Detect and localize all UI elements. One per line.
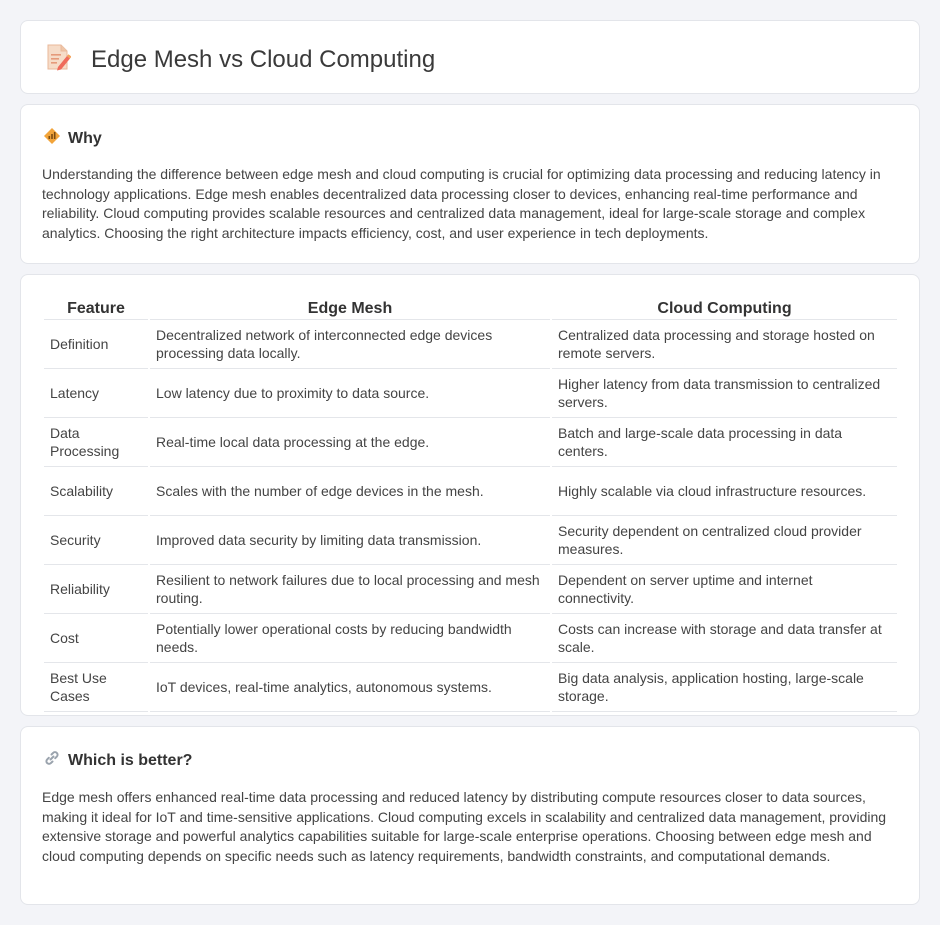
edge-mesh-cell: Real-time local data processing at the edge. <box>150 418 550 467</box>
table-row <box>44 467 897 516</box>
edge-mesh-cell: Resilient to network failures due to local processing and mesh routing. <box>150 565 550 614</box>
table-row <box>44 663 897 712</box>
better-heading: Which is better? <box>68 751 193 769</box>
comparison-card <box>20 274 920 716</box>
table-row <box>44 614 897 663</box>
edge-mesh-cell: Scales with the number of edge devices in the mesh. <box>150 467 550 516</box>
better-heading-row <box>43 749 192 772</box>
feature-cell: Scalability <box>44 467 148 516</box>
feature-cell: Data Processing <box>44 418 148 467</box>
table-row <box>44 565 897 614</box>
better-paragraph: Edge mesh offers enhanced real-time data processing and reduced latency by distributing compute resources closer to data sources, making it ideal for IoT and time-sensitive applications. Cloud computing excels in scalability and centralized data management, providing extensive storage and powerful analytics capabilities suitable for large-scale enterprise operations. Choosing between edge mesh and cloud computing depends on specific needs such as latency requirements, bandwidth constraints, and computational demands. <box>42 789 887 864</box>
header-cloud-computing: Cloud Computing <box>552 296 897 320</box>
feature-cell: Definition <box>44 320 148 369</box>
cloud-cell: Big data analysis, application hosting, large-scale storage. <box>552 663 897 712</box>
cloud-cell: Dependent on server uptime and internet connectivity. <box>552 565 897 614</box>
page-title: Edge Mesh vs Cloud Computing <box>91 45 436 73</box>
link-icon <box>43 749 68 772</box>
cloud-cell: Higher latency from data transmission to centralized servers. <box>552 369 897 418</box>
title-card <box>20 20 920 94</box>
why-heading: Why <box>68 129 102 147</box>
why-paragraph: Understanding the difference between edge mesh and cloud computing is crucial for optimizing data processing and reducing latency in technology applications. Edge mesh enables decentralized data processing closer to devices, enhancing real-time performance and reliability. Cloud computing provides scalable resources and centralized data management, ideal for large-scale storage and complex analytics. Choosing the right architecture impacts efficiency, cost, and user experience in tech deployments. <box>42 166 881 241</box>
feature-cell: Security <box>44 516 148 565</box>
why-card <box>20 104 920 264</box>
table-row <box>44 418 897 467</box>
edge-mesh-cell: Improved data security by limiting data transmission. <box>150 516 550 565</box>
header-feature: Feature <box>44 296 148 320</box>
cloud-cell: Costs can increase with storage and data transfer at scale. <box>552 614 897 663</box>
table-header-row <box>44 296 897 320</box>
feature-cell: Latency <box>44 369 148 418</box>
feature-cell: Cost <box>44 614 148 663</box>
feature-cell: Reliability <box>44 565 148 614</box>
comparison-table <box>42 296 899 712</box>
cloud-cell: Highly scalable via cloud infrastructure resources. <box>552 467 897 516</box>
edge-mesh-cell: Decentralized network of interconnected edge devices processing data locally. <box>150 320 550 369</box>
title-row <box>45 43 435 76</box>
which-better-card <box>20 726 920 905</box>
diamond-signal-icon <box>43 127 68 150</box>
table-row <box>44 369 897 418</box>
cloud-cell: Batch and large-scale data processing in data centers. <box>552 418 897 467</box>
edge-mesh-cell: Potentially lower operational costs by reducing bandwidth needs. <box>150 614 550 663</box>
cloud-cell: Security dependent on centralized cloud provider measures. <box>552 516 897 565</box>
header-edge-mesh: Edge Mesh <box>150 296 550 320</box>
document-pencil-icon <box>45 43 91 76</box>
edge-mesh-cell: IoT devices, real-time analytics, autonomous systems. <box>150 663 550 712</box>
why-heading-row <box>43 127 102 150</box>
table-row <box>44 516 897 565</box>
edge-mesh-cell: Low latency due to proximity to data source. <box>150 369 550 418</box>
table-row <box>44 320 897 369</box>
feature-cell: Best Use Cases <box>44 663 148 712</box>
cloud-cell: Centralized data processing and storage hosted on remote servers. <box>552 320 897 369</box>
